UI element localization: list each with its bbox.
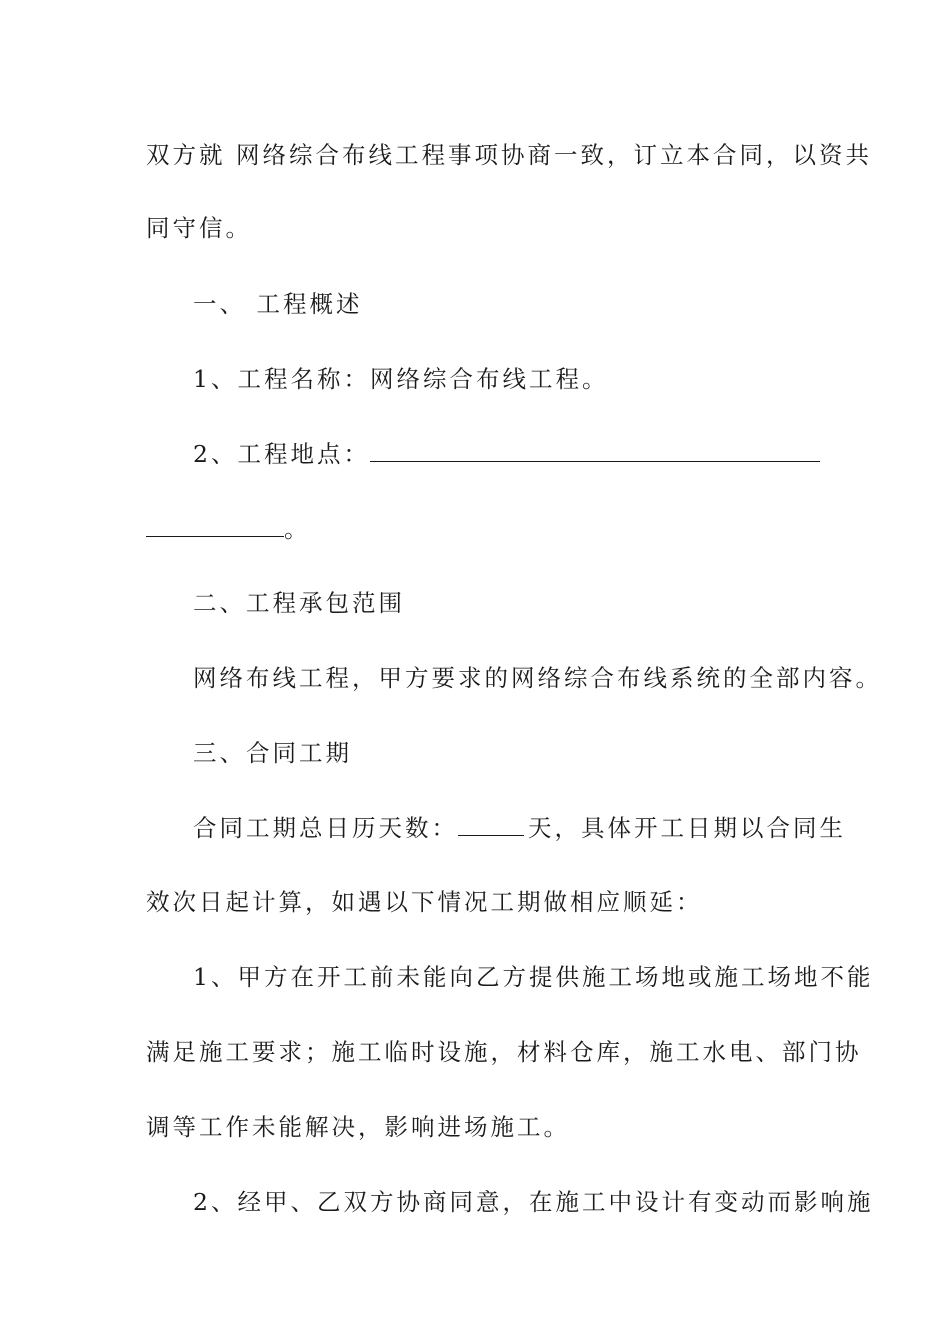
project-location-blank xyxy=(370,439,820,462)
duration-line-1 xyxy=(193,813,846,843)
duration-label: 合同工期总日历天数： xyxy=(193,814,458,842)
project-location-line-2 xyxy=(146,514,311,544)
duration-text: 天，具体开工日期以合同生 xyxy=(528,814,846,842)
section-heading-duration: 三、合同工期 xyxy=(193,739,352,767)
condition-2-line-1: 2、经甲、乙双方协商同意，在施工中设计有变动而影响施 xyxy=(193,1188,874,1216)
duration-line-2: 效次日起计算，如遇以下情况工期做相应顺延： xyxy=(146,888,703,916)
project-location-label: 2、工程地点： xyxy=(193,440,370,468)
preamble-line-2: 同守信。 xyxy=(146,214,252,242)
project-location-end-mark: 。 xyxy=(284,515,311,543)
condition-1-line-1: 1、甲方在开工前未能向乙方提供施工场地或施工场地不能 xyxy=(193,963,874,991)
project-location-line xyxy=(193,439,820,469)
condition-1-line-2: 满足施工要求；施工临时设施，材料仓库，施工水电、部门协 xyxy=(146,1038,862,1066)
scope-description: 网络布线工程，甲方要求的网络综合布线系统的全部内容。 xyxy=(193,664,882,692)
project-name-line: 1、工程名称：网络综合布线工程。 xyxy=(193,365,609,393)
section-heading-scope: 二、工程承包范围 xyxy=(193,589,405,617)
project-location-blank-continued xyxy=(146,514,284,537)
duration-days-blank xyxy=(458,813,524,836)
preamble-line-1: 双方就 网络综合布线工程事项协商一致，订立本合同，以资共 xyxy=(146,141,872,169)
section-heading-overview: 一、 工程概述 xyxy=(193,290,363,318)
condition-1-line-3: 调等工作未能解决，影响进场施工。 xyxy=(146,1113,570,1141)
